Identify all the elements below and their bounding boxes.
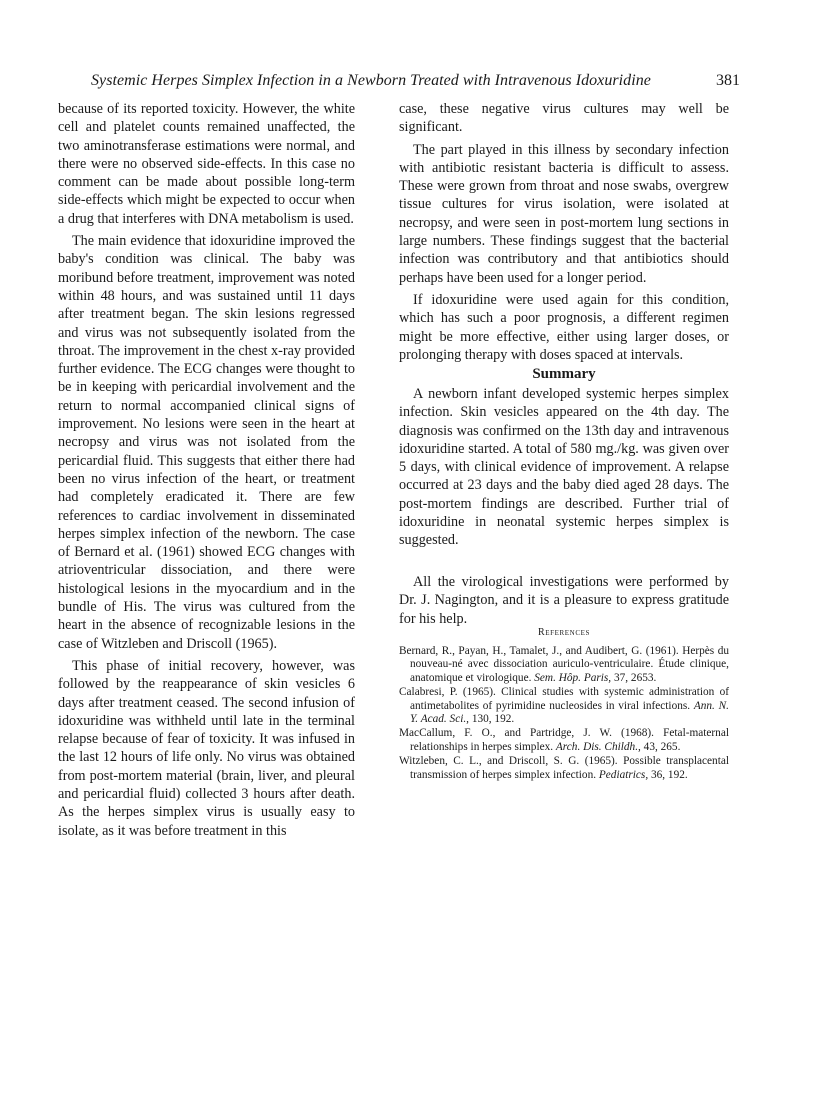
reference-authors: Bernard, R., Payan, H., Tamalet, J., and Audibert, G. (1961). Herpès du nouveau-né avec dissociation auriculo-ventriculaire. Étude clinique, anatomique et virologique. [399, 645, 729, 684]
reference-item [399, 727, 729, 754]
reference-authors: Calabresi, P. (1965). Clinical studies with systemic administration of antimetabolites of pyrimidine nucleosides in viral infections. [399, 686, 729, 712]
acknowledgement-paragraph: All the virological investigations were performed by Dr. J. Nagington, and it is a pleasure to express gratitude for his help. [399, 574, 729, 627]
reference-item [399, 686, 729, 726]
right-column [399, 100, 729, 364]
references-list [399, 645, 729, 783]
reference-authors: MacCallum, F. O., and Partridge, J. W. (1968). Fetal-maternal relationships in herpes simplex. [399, 727, 729, 753]
summary-paragraph: A newborn infant developed systemic herpes simplex infection. Skin vesicles appeared on the 4th day. The diagnosis was confirmed on the 13th day and intravenous idoxuridine started. A total of 580 mg./kg. was given over 5 days, with clinical evidence of improvement. A relapse occurred at 23 days and the baby died aged 28 days. The post-mortem findings are described. Further trial of idoxuridine in neonatal systemic herpes simplex is suggested. [399, 386, 729, 549]
body-paragraph: If idoxuridine were used again for this condition, which has such a poor prognosis, a different regimen might be more effective, either using larger doses, or prolonging therapy with doses spaced at intervals. [399, 291, 729, 363]
body-paragraph: This phase of initial recovery, however, was followed by the reappearance of skin vesicles 6 days after treatment ceased. The second infusion of idoxuridine was withheld until late in the terminal relapse because of fear of toxicity. It was infused in the last 12 hours of life only. No virus was obtained from post-mortem material (brain, liver, and pleural and pericardial fluid) collected 3 hours after death. As the herpes simplex virus is usually easy to isolate, as it was before treatment in this [58, 657, 355, 839]
references-heading: References [538, 627, 590, 638]
summary-section [399, 385, 729, 550]
running-header [58, 72, 740, 94]
page-number: 381 [716, 72, 740, 89]
body-paragraph: because of its reported toxicity. However, the white cell and platelet counts remained unaffected, the two aminotransferase estimations were normal, and there were no observed side-effects. In this case no comment can be made about possible long-term side-effects which might be expected to occur when a drug that interferes with DNA metabolism is used. [58, 101, 355, 227]
reference-authors: Witzleben, C. L., and Driscoll, S. G. (1965). Possible transplacental transmission of herpes simplex infection. [399, 755, 729, 781]
reference-item [399, 645, 729, 685]
summary-heading: Summary [532, 366, 596, 382]
reference-journal: Pediatrics, [598, 768, 649, 781]
reference-journal: Ann. N. Y. Acad. Sci., [410, 699, 729, 726]
reference-citation: 37, 2653. [613, 671, 657, 684]
reference-citation: 130, 192. [471, 713, 515, 726]
body-paragraph: case, these negative virus cultures may well be significant. [399, 101, 729, 136]
running-title: Systemic Herpes Simplex Infection in a Newborn Treated with Intravenous Idoxuridine [91, 72, 651, 89]
left-column [58, 100, 355, 840]
reference-citation: 43, 265. [643, 740, 681, 753]
reference-journal: Sem. Hôp. Paris, [534, 671, 612, 684]
acknowledgement-section [399, 573, 729, 628]
reference-journal: Arch. Dis. Childh., [555, 740, 641, 753]
body-paragraph: The main evidence that idoxuridine improved the baby's condition was clinical. The baby was moribund before treatment, improvement was noted within 48 hours, and was sustained until 11 days after treatment began. The skin lesions regressed and virus was not subsequently isolated from the throat. The improvement in the chest x-ray provided further evidence. The ECG changes were thought to be in keeping with pericardial involvement and the return to normal accompanied clinical signs of improvement. No lesions were seen in the heart at necropsy and virus was not isolated from the pericardial fluid. This suggests that either there had been no virus infection of the heart, or treatment had completely eradicated it. There are few references to cardiac involvement in disseminated herpes simplex infection of the newborn. The case of Bernard et al. (1961) showed ECG changes with atrioventricular dissociation, and there were histological lesions in the myocardium and in the bundle of His. The virus was cultured from the heart in the absence of recognizable lesions in the case of Witzleben and Driscoll (1965). [58, 233, 355, 652]
reference-citation: 36, 192. [650, 768, 688, 781]
reference-item [399, 755, 729, 782]
body-paragraph: The part played in this illness by secondary infection with antibiotic resistant bacteria is difficult to assess. These were grown from throat and nose swabs, overgrew tissue cultures for virus isolation, were isolated at necropsy, and were seen in post-mortem lung sections in large numbers. These findings suggest that the bacterial infection was contributory and that antibiotics should perhaps have been used for a longer period. [399, 141, 729, 286]
